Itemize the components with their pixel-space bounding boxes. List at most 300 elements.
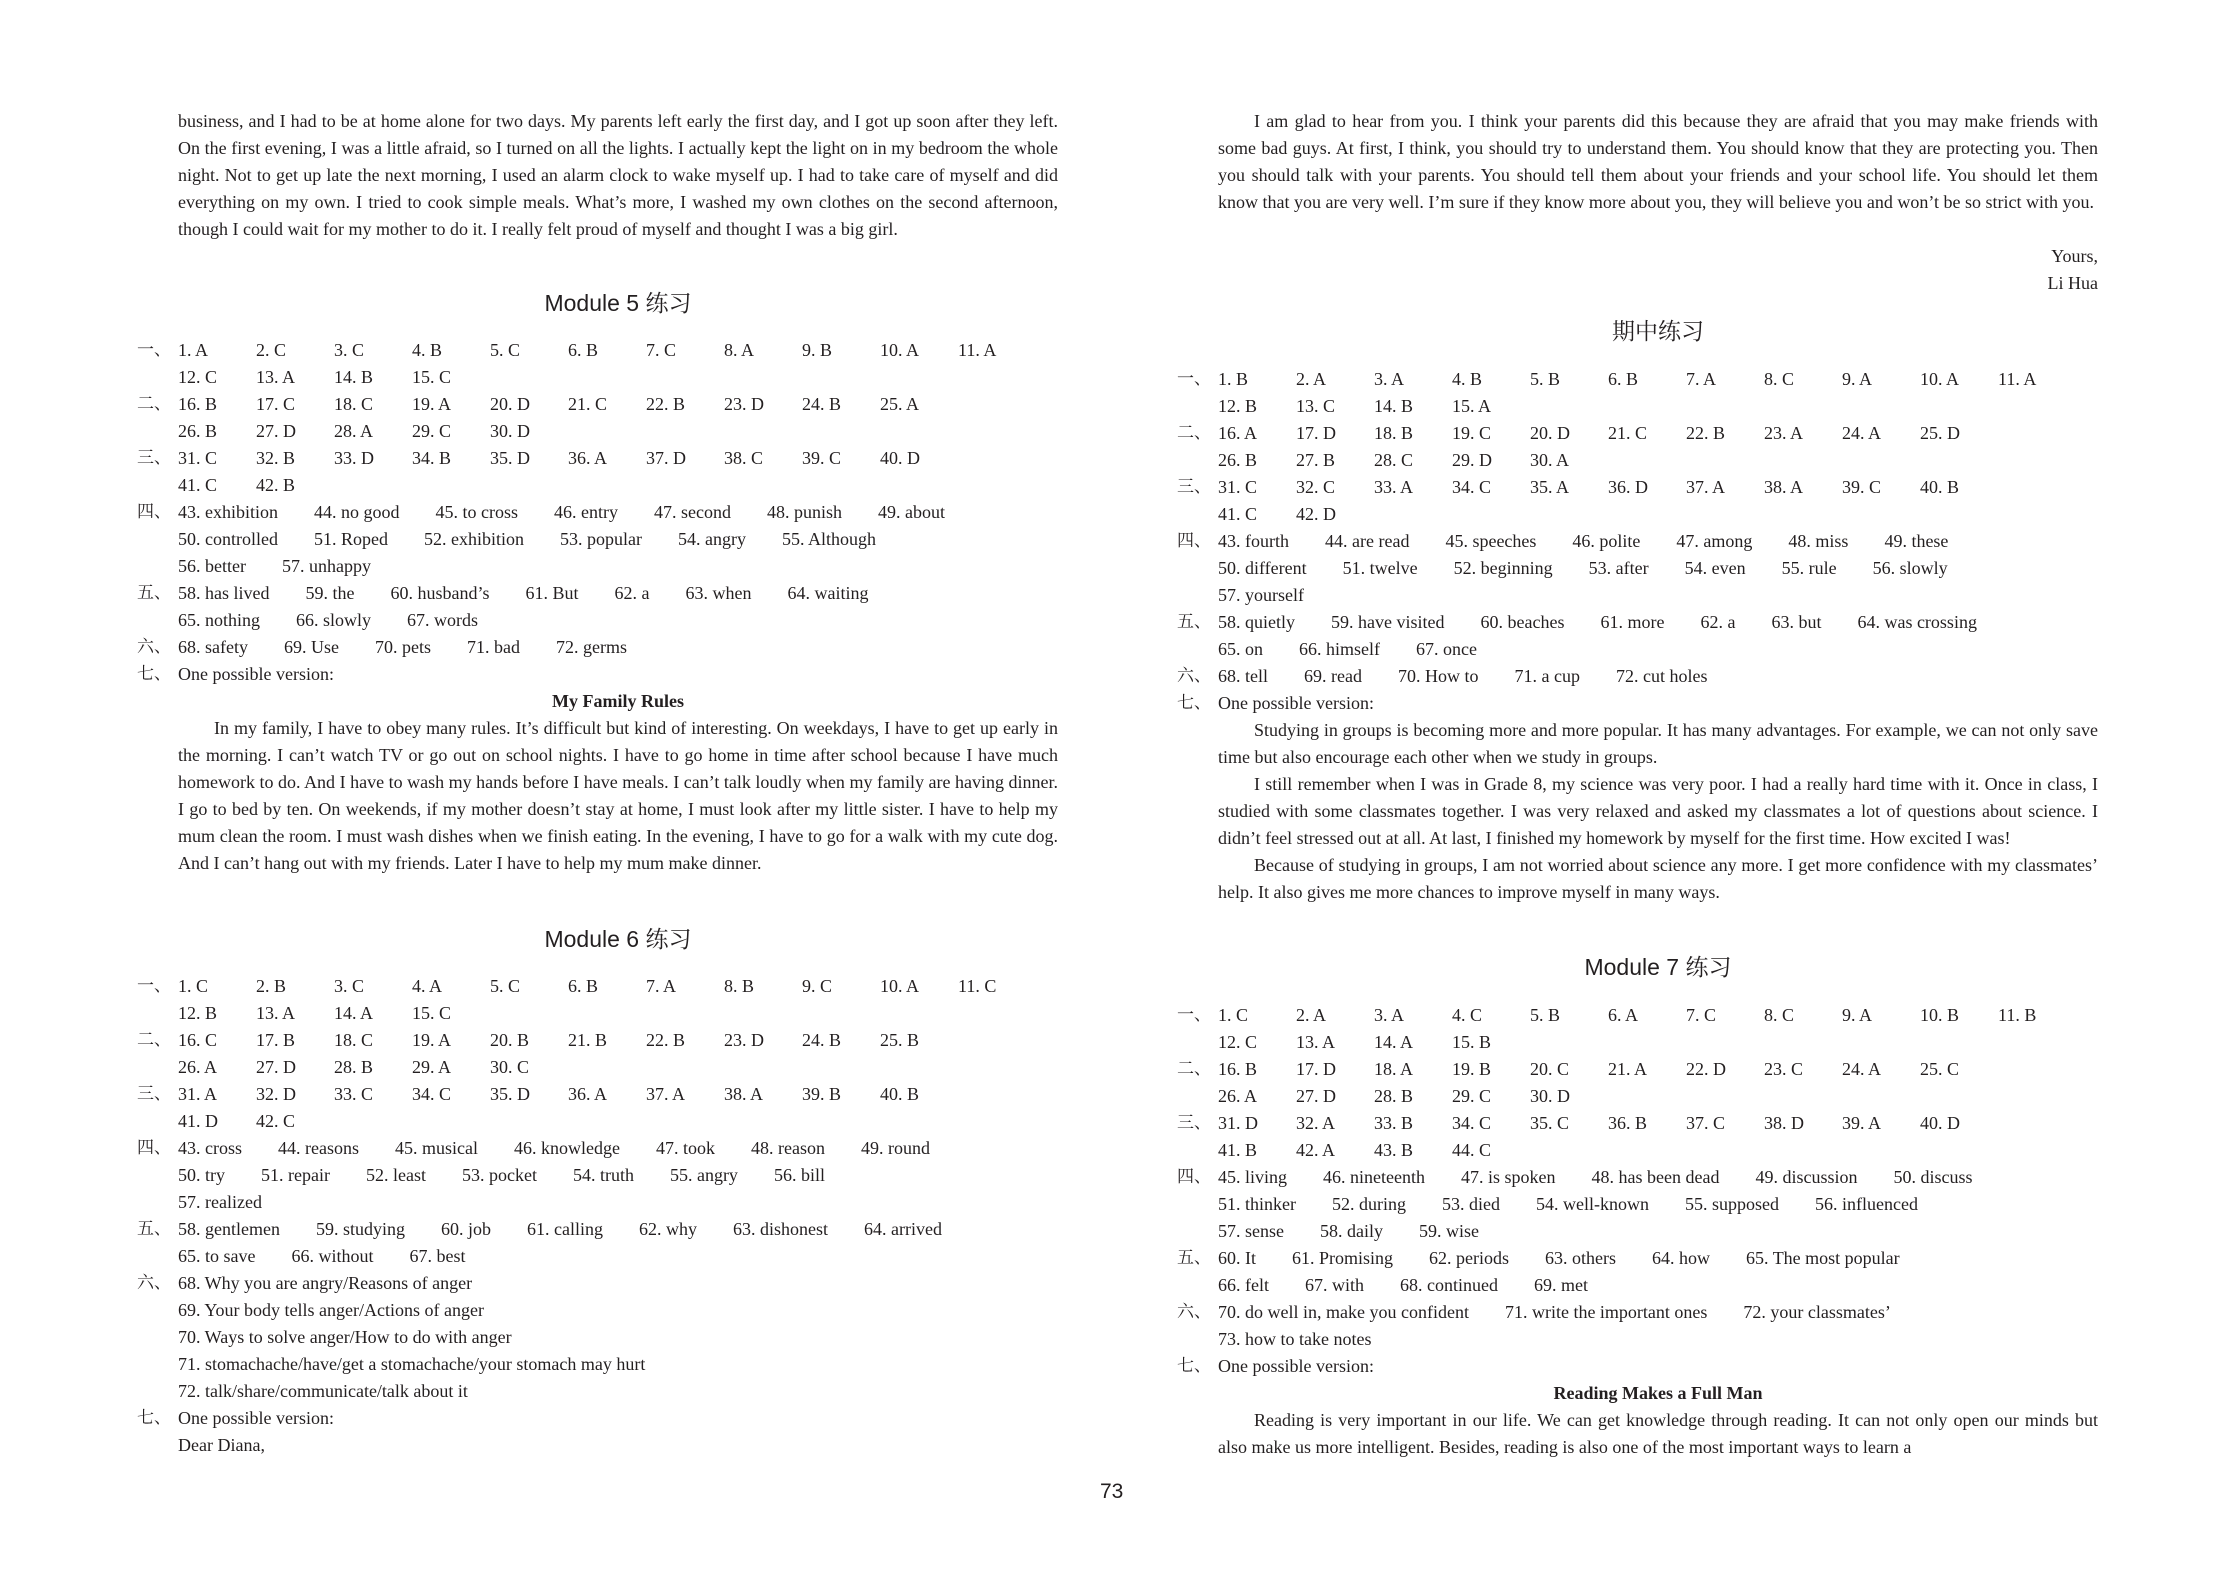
answer-item: 17. D: [1296, 423, 1336, 443]
answer-item: 31. C: [178, 448, 218, 468]
section-label: 一、: [1177, 1005, 1211, 1025]
section-label: 四、: [1177, 1167, 1211, 1187]
answer-item: 71. write the important ones: [1504, 1302, 1708, 1322]
letter-salutation: Dear Diana,: [178, 1435, 265, 1455]
answer-section: [137, 1081, 1058, 1135]
answer-item: 46. entry: [554, 502, 618, 522]
letter-closing: Yours,: [2051, 246, 2098, 266]
essay-paragraph: I still remember when I was in Grade 8, my science was very poor. I had a really hard time with it. Once in class, I studied with some classmates together. I was very relaxed and asked my classmates a lot of questions about science. I didn’t feel stressed out at all. At last, I finished my homework by myself for the first time. How excited I was!: [1218, 774, 2098, 848]
answer-item: 19. A: [412, 394, 452, 414]
writing-section: [1177, 1353, 2098, 1380]
answer-item: 18. C: [334, 1030, 374, 1050]
answer-row: [178, 499, 1058, 526]
answer-item: 72. your classmates’: [1743, 1302, 1891, 1322]
answer-item: 33. A: [1374, 477, 1414, 497]
answer-item: 67. words: [407, 610, 479, 630]
answer-row: [178, 1189, 1058, 1216]
section-label: 三、: [1177, 1113, 1211, 1133]
section-note: One possible version:: [178, 664, 334, 684]
answer-item: 25. C: [1920, 1059, 1960, 1079]
answer-item: 8. C: [1764, 1005, 1795, 1025]
answer-row: [178, 1243, 1058, 1270]
answer-item: 39. B: [802, 1084, 842, 1104]
answer-item: 4. C: [1452, 1005, 1483, 1025]
answer-row: [178, 1135, 1058, 1162]
answer-item: 34. C: [1452, 477, 1492, 497]
answer-row: [1218, 1164, 2098, 1191]
answer-item: 50. try: [178, 1165, 225, 1185]
answer-item: 41. C: [178, 475, 218, 495]
answer-item: 13. A: [256, 367, 296, 387]
answer-item: 60. job: [441, 1219, 492, 1239]
answer-row: [1218, 1137, 2098, 1164]
answer-item: 2. A: [1296, 1005, 1327, 1025]
answer-item: 23. C: [1764, 1059, 1804, 1079]
answer-section: [1177, 420, 2098, 474]
answer-item: 42. D: [1296, 504, 1336, 524]
answer-item: 67. best: [409, 1246, 466, 1266]
answer-item: 28. B: [334, 1057, 374, 1077]
answer-row: [178, 607, 1058, 634]
midterm-heading: 期中练习: [1612, 318, 1704, 344]
answer-item: 6. A: [1608, 1005, 1639, 1025]
essay-body: In my family, I have to obey many rules. It’s difficult but kind of interesting. On weekdays, I have to get up early in the morning. I can’t watch TV or go out on school nights. I have to go home in time after school because I have much homework to do. And I have to wash my hands before I have meals. I can’t talk loudly when my family are having dinner. I go to bed by ten. On weekends, if my mother doesn’t stay at home, I must look after my little sister. I have to help my mum clean the room. I must wash dishes when we finish eating. In the evening, I have to go for a walk with my cute dog. And I can’t hang out with my friends. Later I have to help my mum make dinner.: [178, 718, 1058, 873]
module7-answers: [1177, 1002, 2098, 1461]
answer-item: 38. A: [724, 1084, 764, 1104]
answer-item: 10. B: [1920, 1005, 1960, 1025]
answer-item: 23. D: [724, 394, 764, 414]
answer-item: 17. C: [256, 394, 296, 414]
answer-item: 32. C: [1296, 477, 1336, 497]
answer-item: 55. Although: [781, 529, 876, 549]
answer-item: 8. C: [1764, 369, 1795, 389]
answer-section: [1177, 1245, 2098, 1299]
answer-row: [1218, 663, 2098, 690]
answer-item: 59. wise: [1419, 1221, 1479, 1241]
answer-item: 14. B: [1374, 396, 1414, 416]
answer-item: 17. B: [256, 1030, 296, 1050]
section-label: 四、: [137, 502, 171, 522]
section-note: One possible version:: [1218, 693, 1374, 713]
writing-section: [137, 661, 1058, 688]
answer-item: 11. A: [958, 340, 997, 360]
answer-row: [178, 1297, 1058, 1324]
answer-item: 13. C: [1296, 396, 1336, 416]
answer-item: 5. C: [490, 340, 521, 360]
answer-item: 3. C: [334, 340, 365, 360]
answer-item: 18. A: [1374, 1059, 1414, 1079]
answer-row: [1218, 555, 2098, 582]
answer-item: 70. Ways to solve anger/How to do with anger: [178, 1327, 512, 1347]
answer-item: 2. A: [1296, 369, 1327, 389]
answer-item: 28. C: [1374, 450, 1414, 470]
answer-item: 38. A: [1764, 477, 1804, 497]
answer-item: 20. D: [1530, 423, 1570, 443]
answer-item: 48. miss: [1788, 531, 1849, 551]
answer-item: 26. B: [178, 421, 218, 441]
answer-section: [1177, 1110, 2098, 1164]
answer-item: 58. quietly: [1218, 612, 1295, 632]
letter-signature: Li Hua: [2047, 273, 2098, 293]
answer-item: 9. A: [1842, 369, 1873, 389]
answer-row: [178, 634, 1058, 661]
answer-item: 22. B: [646, 394, 686, 414]
answer-item: 67. once: [1416, 639, 1477, 659]
answer-item: 43. exhibition: [178, 502, 278, 522]
midterm-answers: [1177, 366, 2098, 906]
answer-item: 50. controlled: [178, 529, 278, 549]
answer-item: 48. reason: [750, 1138, 825, 1158]
section-label: 四、: [137, 1138, 171, 1158]
answer-item: 42. C: [256, 1111, 296, 1131]
answer-item: 47. among: [1676, 531, 1753, 551]
answer-section: [137, 580, 1058, 634]
section-note: One possible version:: [1218, 1356, 1374, 1376]
answer-item: 57. sense: [1218, 1221, 1284, 1241]
answer-item: 32. D: [256, 1084, 296, 1104]
answer-item: 72. talk/share/communicate/talk about it: [178, 1381, 468, 1401]
answer-section: [1177, 474, 2098, 528]
writing-section: [1177, 690, 2098, 717]
answer-item: 49. these: [1884, 531, 1949, 551]
answer-item: 62. a: [614, 583, 650, 603]
answer-item: 13. A: [1296, 1032, 1336, 1052]
answer-item: 6. B: [568, 976, 599, 996]
answer-item: 11. B: [1998, 1005, 2037, 1025]
answer-item: 57. yourself: [1218, 585, 1304, 605]
section-label: 二、: [1177, 423, 1211, 443]
answer-row: [178, 973, 1058, 1000]
answer-item: 27. D: [256, 1057, 296, 1077]
answer-item: 36. B: [1608, 1113, 1648, 1133]
answer-section: [1177, 528, 2098, 609]
answer-item: 26. A: [178, 1057, 218, 1077]
answer-item: 35. D: [490, 1084, 530, 1104]
answer-item: 62. a: [1700, 612, 1736, 632]
answer-item: 58. gentlemen: [178, 1219, 280, 1239]
answer-item: 49. discussion: [1755, 1167, 1858, 1187]
module6-heading: Module 6 练习: [544, 926, 692, 952]
answer-item: 47. is spoken: [1461, 1167, 1556, 1187]
answer-item: 60. husband’s: [390, 583, 490, 603]
answer-item: 10. A: [1920, 369, 1960, 389]
answer-row: [178, 1270, 1058, 1297]
essay-body: Reading is very important in our life. We can get knowledge through reading. It can not only open our minds but also make us more intelligent. Besides, reading is also one of the most important ways to learn a: [1218, 1410, 2098, 1457]
answer-item: 19. A: [412, 1030, 452, 1050]
answer-item: 59. the: [305, 583, 355, 603]
section-label: 四、: [1177, 531, 1211, 551]
answer-row: [1218, 1083, 2098, 1110]
answer-item: 3. A: [1374, 1005, 1405, 1025]
answer-item: 21. A: [1608, 1059, 1648, 1079]
answer-row: [1218, 1029, 2098, 1056]
answer-item: 25. D: [1920, 423, 1960, 443]
answer-item: 35. A: [1530, 477, 1570, 497]
answer-row: [178, 418, 1058, 445]
writing-section: [137, 1405, 1058, 1432]
answer-item: 52. during: [1332, 1194, 1406, 1214]
answer-item: 26. A: [1218, 1086, 1258, 1106]
answer-item: 1. B: [1218, 369, 1249, 389]
answer-row: [178, 364, 1058, 391]
answer-item: 37. A: [646, 1084, 686, 1104]
answer-item: 51. repair: [261, 1165, 330, 1185]
answer-item: 7. A: [646, 976, 677, 996]
answer-item: 9. B: [802, 340, 833, 360]
answer-item: 42. B: [256, 475, 296, 495]
answer-item: 68. continued: [1400, 1275, 1498, 1295]
answer-item: 61. But: [525, 583, 579, 603]
answer-row: [1218, 366, 2098, 393]
module5-heading: Module 5 练习: [544, 290, 692, 316]
answer-item: 72. germs: [555, 637, 627, 657]
answer-item: 48. has been dead: [1591, 1167, 1720, 1187]
answer-row: [1218, 1056, 2098, 1083]
answer-item: 8. A: [724, 340, 755, 360]
answer-row: [178, 472, 1058, 499]
answer-item: 24. B: [802, 394, 842, 414]
answer-item: 54. well-known: [1536, 1194, 1649, 1214]
answer-item: 28. A: [334, 421, 374, 441]
answer-item: 36. A: [568, 448, 608, 468]
answer-item: 12. B: [178, 1003, 218, 1023]
answer-item: 31. D: [1218, 1113, 1258, 1133]
letter-body: I am glad to hear from you. I think your parents did this because they are afraid that you may make friends with some bad guys. At first, I think, you should try to understand them. You should know that they are protecting you. Then you should talk with your parents. You should tell them about your friends and your school life. You should let them know that you are very well. I’m sure if they know more about you, they will believe you and won’t be so strict with you.: [1218, 111, 2098, 212]
answer-item: 2. C: [256, 340, 287, 360]
essay-paragraph: Studying in groups is becoming more and more popular. It has many advantages. For example, we can not only save time but also encourage each other when we study in groups.: [1218, 720, 2098, 767]
answer-item: 15. B: [1452, 1032, 1492, 1052]
answer-section: [137, 337, 1058, 391]
answer-row: [178, 1108, 1058, 1135]
answer-item: 53. after: [1588, 558, 1649, 578]
answer-item: 40. D: [880, 448, 920, 468]
answer-item: 62. periods: [1429, 1248, 1510, 1268]
answer-item: 51. thinker: [1218, 1194, 1296, 1214]
answer-item: 67. with: [1305, 1275, 1365, 1295]
answer-item: 29. A: [412, 1057, 452, 1077]
answer-item: 19. C: [1452, 423, 1492, 443]
answer-item: 5. B: [1530, 1005, 1561, 1025]
answer-item: 52. beginning: [1453, 558, 1553, 578]
answer-row: [1218, 582, 2098, 609]
answer-item: 37. C: [1686, 1113, 1726, 1133]
essay-paragraph: Because of studying in groups, I am not worried about science any more. I get more confidence with my classmates’ help. It also gives me more chances to improve myself in many ways.: [1218, 855, 2098, 902]
answer-item: 30. D: [1530, 1086, 1570, 1106]
answer-row: [1218, 1272, 2098, 1299]
answer-item: 52. exhibition: [423, 529, 524, 549]
answer-section: [1177, 1056, 2098, 1110]
answer-item: 8. B: [724, 976, 755, 996]
answer-item: 58. daily: [1320, 1221, 1383, 1241]
answer-item: 7. C: [646, 340, 677, 360]
answer-item: 49. about: [877, 502, 945, 522]
answer-item: 32. A: [1296, 1113, 1336, 1133]
answer-item: 64. waiting: [787, 583, 869, 603]
answer-item: 6. B: [1608, 369, 1639, 389]
answer-item: 64. was crossing: [1857, 612, 1977, 632]
section-label: 三、: [1177, 477, 1211, 497]
answer-item: 66. felt: [1218, 1275, 1269, 1295]
answer-item: 56. better: [178, 556, 246, 576]
answer-item: 21. B: [568, 1030, 608, 1050]
answer-item: 30. D: [490, 421, 530, 441]
answer-item: 51. Roped: [313, 529, 388, 549]
answer-item: 9. A: [1842, 1005, 1873, 1025]
answer-item: 63. dishonest: [733, 1219, 829, 1239]
answer-item: 70. do well in, make you confident: [1218, 1302, 1469, 1322]
answer-item: 69. read: [1304, 666, 1362, 686]
answer-item: 54. angry: [677, 529, 746, 549]
answer-item: 70. pets: [374, 637, 431, 657]
section-label: 三、: [137, 448, 171, 468]
answer-item: 31. C: [1218, 477, 1258, 497]
answer-item: 1. C: [178, 976, 209, 996]
answer-item: 48. punish: [766, 502, 842, 522]
answer-item: 24. B: [802, 1030, 842, 1050]
section-label: 三、: [137, 1084, 171, 1104]
answer-item: 45. living: [1218, 1167, 1288, 1187]
answer-item: 65. The most popular: [1746, 1248, 1900, 1268]
section-label: 七、: [1177, 1356, 1211, 1376]
answer-item: 34. C: [412, 1084, 452, 1104]
answer-item: 15. C: [412, 367, 452, 387]
answer-item: 39. C: [802, 448, 842, 468]
answer-item: 71. a cup: [1514, 666, 1580, 686]
answer-item: 16. B: [1218, 1059, 1258, 1079]
answer-item: 56. slowly: [1872, 558, 1948, 578]
answer-item: 55. rule: [1781, 558, 1837, 578]
answer-row: [1218, 1191, 2098, 1218]
answer-item: 43. fourth: [1218, 531, 1289, 551]
answer-item: 44. C: [1452, 1140, 1492, 1160]
answer-item: 59. studying: [315, 1219, 405, 1239]
answer-section: [137, 634, 1058, 661]
answer-item: 62. why: [639, 1219, 697, 1239]
answer-item: 59. have visited: [1331, 612, 1445, 632]
answer-item: 50. discuss: [1893, 1167, 1973, 1187]
section-label: 七、: [137, 664, 171, 684]
answer-section: [137, 499, 1058, 580]
answer-row: [178, 553, 1058, 580]
answer-row: [178, 1162, 1058, 1189]
answer-item: 34. C: [1452, 1113, 1492, 1133]
answer-item: 22. B: [1686, 423, 1726, 443]
answer-section: [137, 1270, 1058, 1405]
answer-item: 69. Your body tells anger/Actions of anger: [178, 1300, 484, 1320]
section-label: 一、: [1177, 369, 1211, 389]
answer-item: 16. B: [178, 394, 218, 414]
answer-item: 20. B: [490, 1030, 530, 1050]
answer-item: 68. safety: [178, 637, 248, 657]
answer-item: 66. slowly: [296, 610, 372, 630]
answer-item: 39. A: [1842, 1113, 1882, 1133]
essay-title: Reading Makes a Full Man: [1553, 1383, 1763, 1403]
answer-item: 38. D: [1764, 1113, 1804, 1133]
answer-item: 23. A: [1764, 423, 1804, 443]
answer-item: 46. nineteenth: [1323, 1167, 1425, 1187]
answer-item: 36. A: [568, 1084, 608, 1104]
section-label: 七、: [1177, 693, 1211, 713]
answer-row: [178, 1081, 1058, 1108]
answer-item: 43. B: [1374, 1140, 1414, 1160]
answer-item: 35. D: [490, 448, 530, 468]
answer-item: 55. angry: [669, 1165, 738, 1185]
answer-section: [137, 1216, 1058, 1270]
answer-item: 44. reasons: [278, 1138, 359, 1158]
answer-item: 41. B: [1218, 1140, 1258, 1160]
section-label: 五、: [1177, 612, 1211, 632]
answer-item: 40. B: [880, 1084, 920, 1104]
answer-item: 10. A: [880, 976, 920, 996]
section-label: 六、: [137, 637, 171, 657]
answer-item: 54. even: [1684, 558, 1746, 578]
answer-item: 56. bill: [773, 1165, 825, 1185]
answer-item: 24. A: [1842, 1059, 1882, 1079]
answer-row: [178, 1351, 1058, 1378]
answer-row: [1218, 528, 2098, 555]
answer-item: 4. B: [412, 340, 443, 360]
answer-item: 43. cross: [178, 1138, 242, 1158]
answer-item: 33. B: [1374, 1113, 1414, 1133]
answer-item: 11. C: [958, 976, 997, 996]
answer-row: [178, 1378, 1058, 1405]
answer-item: 32. B: [256, 448, 296, 468]
answer-item: 69. met: [1534, 1275, 1588, 1295]
answer-section: [1177, 609, 2098, 663]
answer-item: 28. B: [1374, 1086, 1414, 1106]
answer-row: [178, 337, 1058, 364]
answer-item: 45. speeches: [1445, 531, 1537, 551]
answer-item: 22. B: [646, 1030, 686, 1050]
answer-row: [178, 445, 1058, 472]
answer-row: [1218, 393, 2098, 420]
section-label: 五、: [1177, 1248, 1211, 1268]
answer-item: 33. C: [334, 1084, 374, 1104]
section-label: 六、: [137, 1273, 171, 1293]
answer-item: 55. supposed: [1684, 1194, 1779, 1214]
section-label: 二、: [137, 1030, 171, 1050]
answer-item: 34. B: [412, 448, 452, 468]
answer-row: [178, 1054, 1058, 1081]
answer-section: [1177, 1299, 2098, 1353]
section-label: 六、: [1177, 666, 1211, 686]
page-number: 73: [1100, 1480, 1124, 1503]
answer-item: 39. C: [1842, 477, 1882, 497]
answer-section: [1177, 1164, 2098, 1245]
answer-item: 66. himself: [1299, 639, 1380, 659]
answer-item: 69. Use: [283, 637, 339, 657]
answer-section: [1177, 366, 2098, 420]
answer-item: 61. Promising: [1292, 1248, 1394, 1268]
answer-item: 14. A: [1374, 1032, 1414, 1052]
answer-item: 46. knowledge: [513, 1138, 620, 1158]
answer-item: 17. D: [1296, 1059, 1336, 1079]
answer-item: 23. D: [724, 1030, 764, 1050]
module7-heading: Module 7 练习: [1584, 954, 1732, 980]
answer-item: 24. A: [1842, 423, 1882, 443]
answer-item: 25. A: [880, 394, 920, 414]
answer-item: 70. How to: [1397, 666, 1479, 686]
answer-item: 21. C: [1608, 423, 1648, 443]
answer-row: [1218, 1245, 2098, 1272]
answer-item: 71. bad: [466, 637, 520, 657]
answer-row: [1218, 420, 2098, 447]
answer-item: 1. C: [1218, 1005, 1249, 1025]
answer-item: 7. A: [1686, 369, 1717, 389]
answer-item: 50. different: [1218, 558, 1307, 578]
answer-item: 16. C: [178, 1030, 218, 1050]
answer-item: 52. least: [365, 1165, 426, 1185]
